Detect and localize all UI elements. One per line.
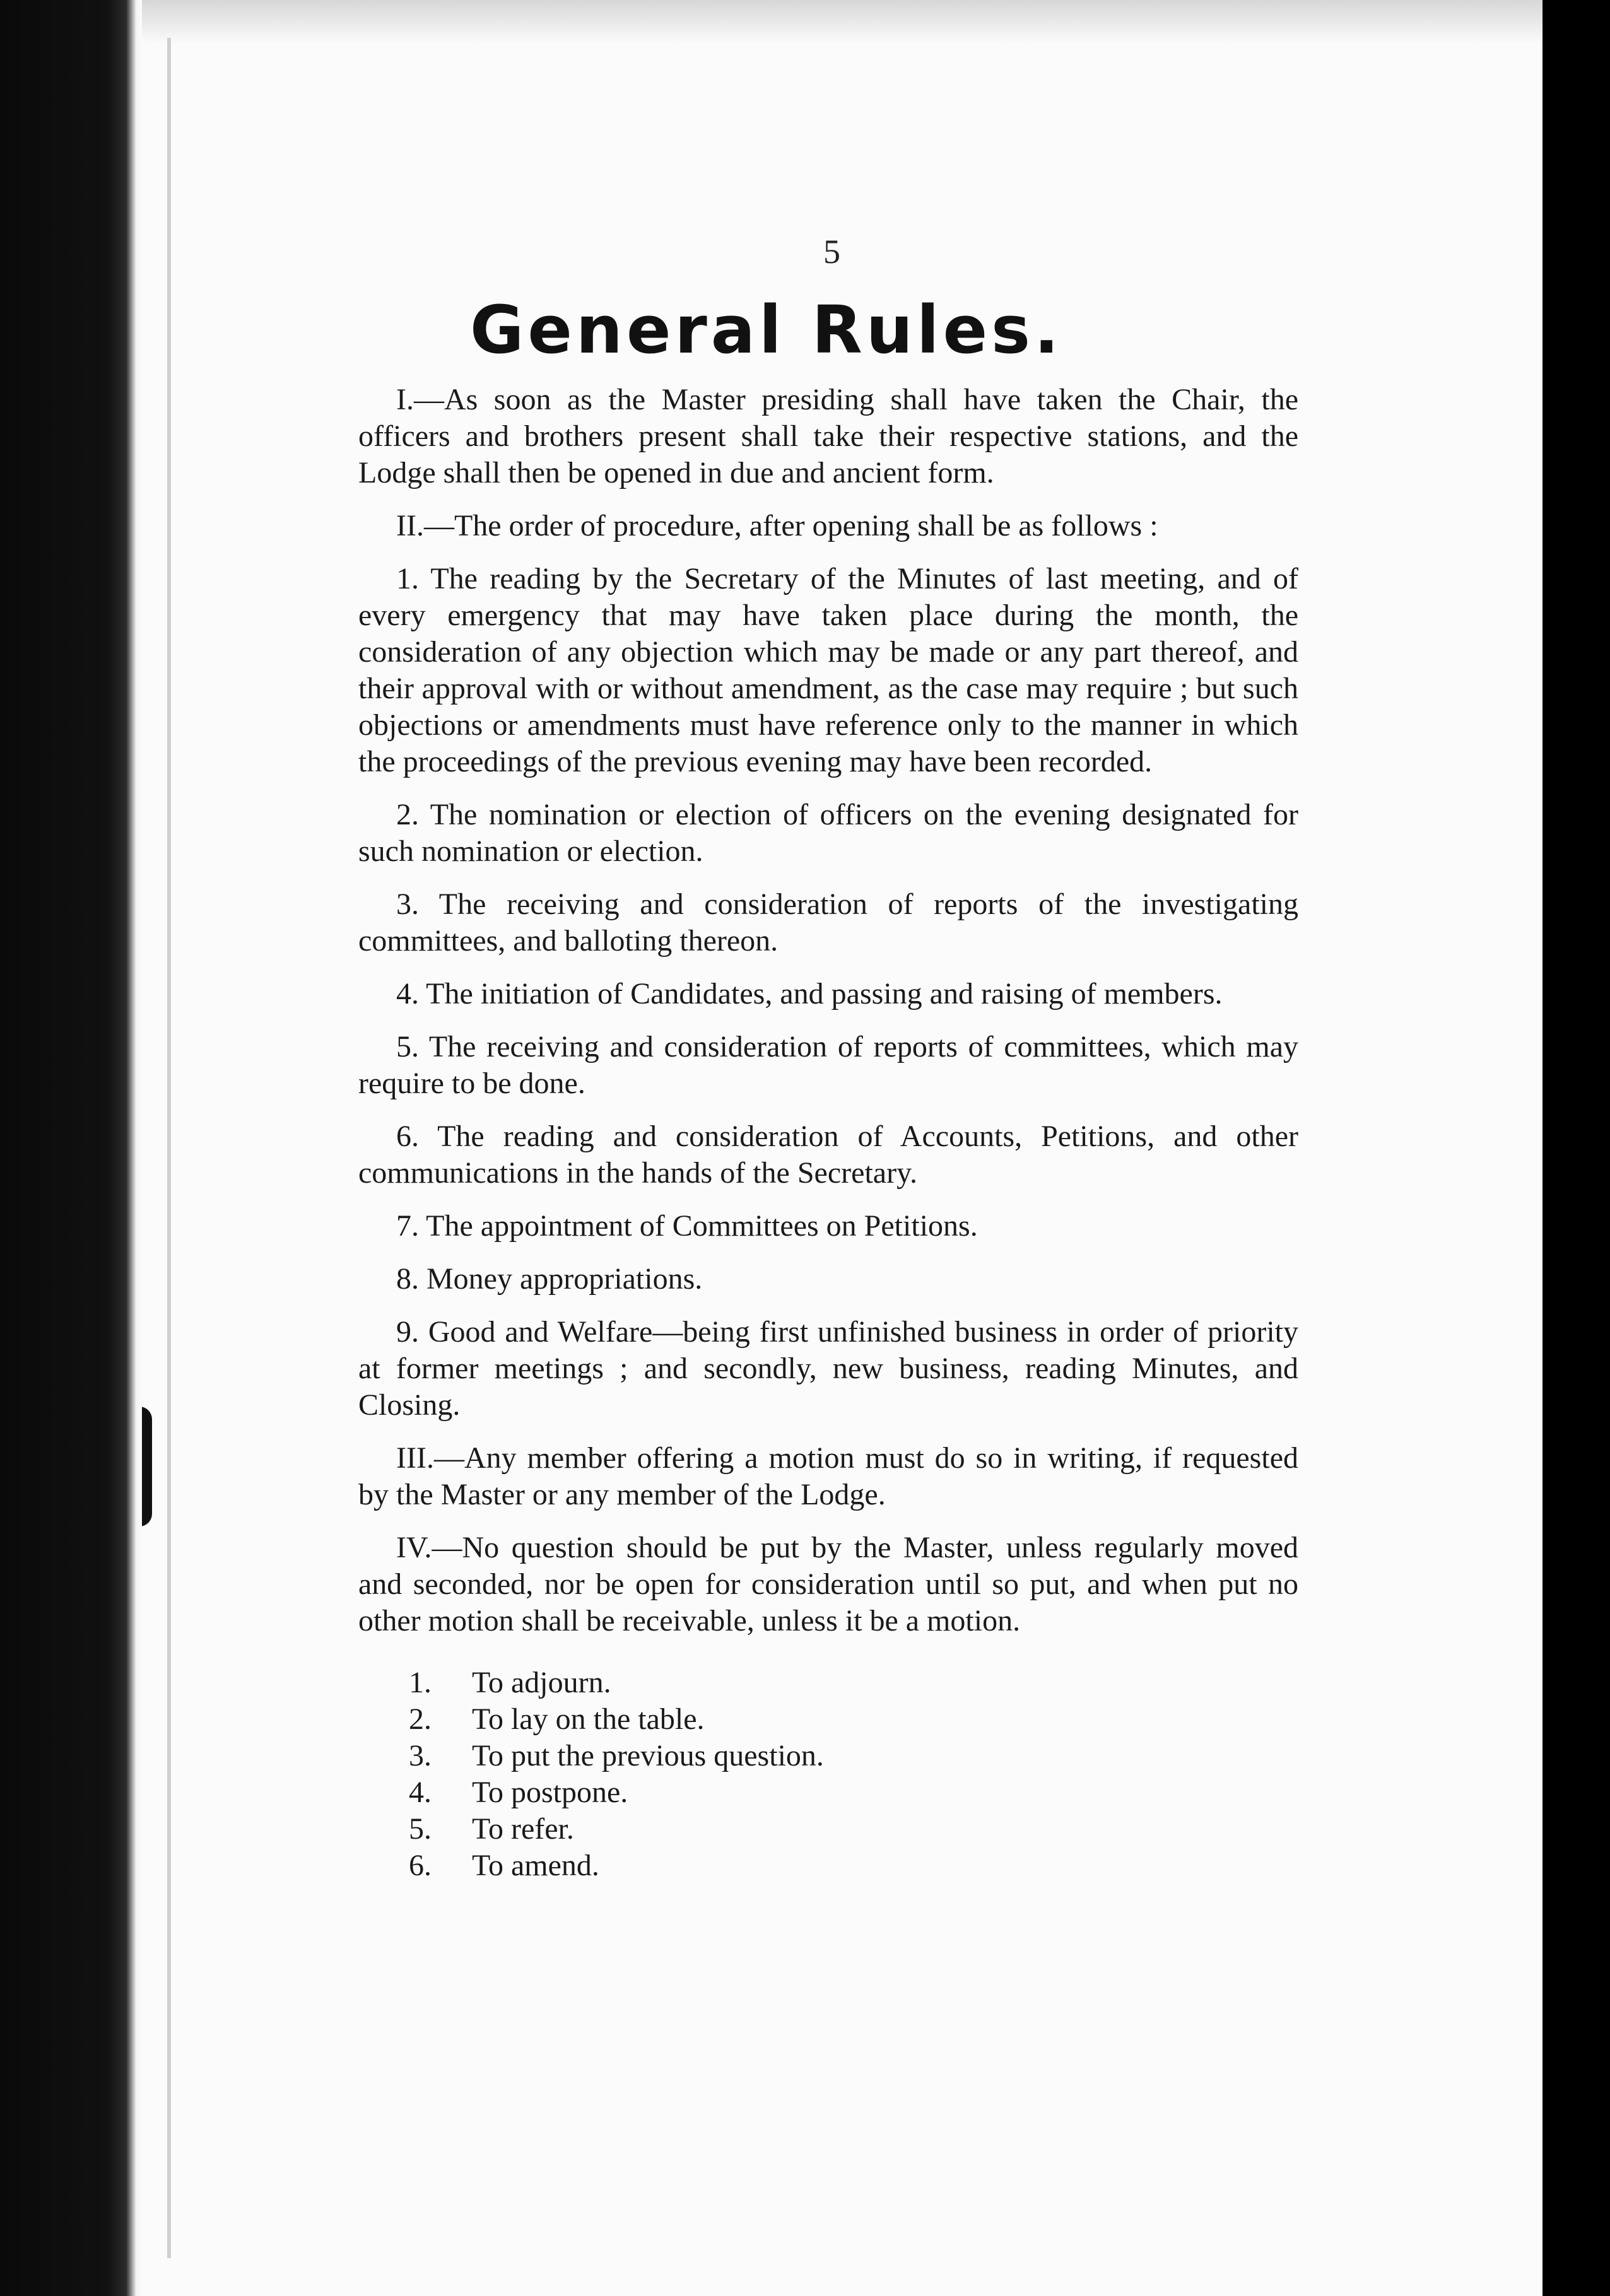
list-item-number: 1.: [409, 1666, 432, 1699]
page-number: 5: [823, 233, 840, 271]
rule-paragraph: [358, 1208, 1298, 1245]
list-item-text: To amend.: [472, 1849, 599, 1882]
paragraph-text: 6. The reading and consideration of Accounts, Petitions, and other communications in the hands of the Secretary.: [358, 1120, 1298, 1190]
page-shadow: [142, 0, 1542, 44]
paragraph-text: 5. The receiving and consideration of reports of committees, which may require to be done.: [358, 1030, 1298, 1100]
list-item-text: To refer.: [472, 1812, 574, 1846]
paragraph-text: II.—The order of procedure, after opening shall be as follows :: [396, 509, 1158, 542]
list-item-text: To postpone.: [472, 1776, 628, 1809]
motions-list: [409, 1665, 1298, 1884]
list-item-number: 4.: [409, 1776, 432, 1809]
list-item-text: To put the previous question.: [472, 1739, 824, 1772]
list-item-number: 5.: [409, 1812, 432, 1846]
list-item-text: To lay on the table.: [472, 1702, 705, 1736]
rule-paragraph: [358, 1314, 1298, 1424]
rule-paragraph: [358, 382, 1298, 491]
paragraph-text: 1. The reading by the Secretary of the Minutes of last meeting, and of every emergency that may have taken place during the month, the consideration of any objection which may be made or any part thereof, and their approval with or without amendment, as the case may require ; but such objections or amendments must have reference only to the manner in which the proceedings of the previous evening may have been recorded.: [358, 562, 1298, 778]
list-item-number: 3.: [409, 1739, 432, 1772]
rule-paragraph: [358, 1029, 1298, 1102]
rule-paragraph: [358, 1118, 1298, 1192]
paragraph-text: 8. Money appropriations.: [396, 1262, 703, 1296]
right-page-edge: [1542, 0, 1610, 2296]
rule-paragraph: [358, 508, 1298, 544]
page-title: General Rules.: [470, 291, 1063, 368]
list-item: [409, 1665, 1298, 1701]
list-item: [409, 1701, 1298, 1738]
list-item-number: 6.: [409, 1849, 432, 1882]
paragraph-text: III.—Any member offering a motion must do so in writing, if requested by the Master or any member of the Lodge.: [358, 1441, 1298, 1511]
paragraph-text: 9. Good and Welfare—being first unfinished business in order of priority at former meetings ; and secondly, new business, reading Minutes, and Closing.: [358, 1315, 1298, 1422]
paragraph-text: 3. The receiving and consideration of reports of the investigating committees, and balloting thereon.: [358, 887, 1298, 958]
rule-paragraph: [358, 1440, 1298, 1513]
rule-paragraph: [358, 797, 1298, 870]
list-item: [409, 1738, 1298, 1774]
rules-body: [358, 382, 1298, 1884]
paragraph-text: 7. The appointment of Committees on Petitions.: [396, 1209, 978, 1243]
rule-paragraph: [358, 976, 1298, 1012]
paragraph-text: 4. The initiation of Candidates, and passing and raising of members.: [396, 977, 1223, 1010]
rule-paragraph: [358, 1530, 1298, 1639]
left-page-edge: [0, 0, 142, 2296]
list-item: [409, 1811, 1298, 1848]
paragraph-text: 2. The nomination or election of officers on the evening designated for such nomination or election.: [358, 798, 1298, 868]
rule-paragraph: [358, 886, 1298, 959]
page-fold: [167, 38, 171, 2258]
paragraph-text: I.—As soon as the Master presiding shall have taken the Chair, the officers and brothers present shall take their respective stations, and the Lodge shall then be opened in due and ancient form.: [358, 383, 1298, 489]
binding-thread: [142, 1407, 152, 1526]
list-item: [409, 1848, 1298, 1884]
list-item: [409, 1774, 1298, 1811]
rule-paragraph: [358, 561, 1298, 780]
rule-paragraph: [358, 1261, 1298, 1297]
list-item-number: 2.: [409, 1702, 432, 1736]
paragraph-text: IV.—No question should be put by the Master, unless regularly moved and seconded, nor be open for consideration until so put, and when put no other motion shall be receivable, unless it be a motion.: [358, 1531, 1298, 1637]
list-item-text: To adjourn.: [472, 1666, 611, 1699]
